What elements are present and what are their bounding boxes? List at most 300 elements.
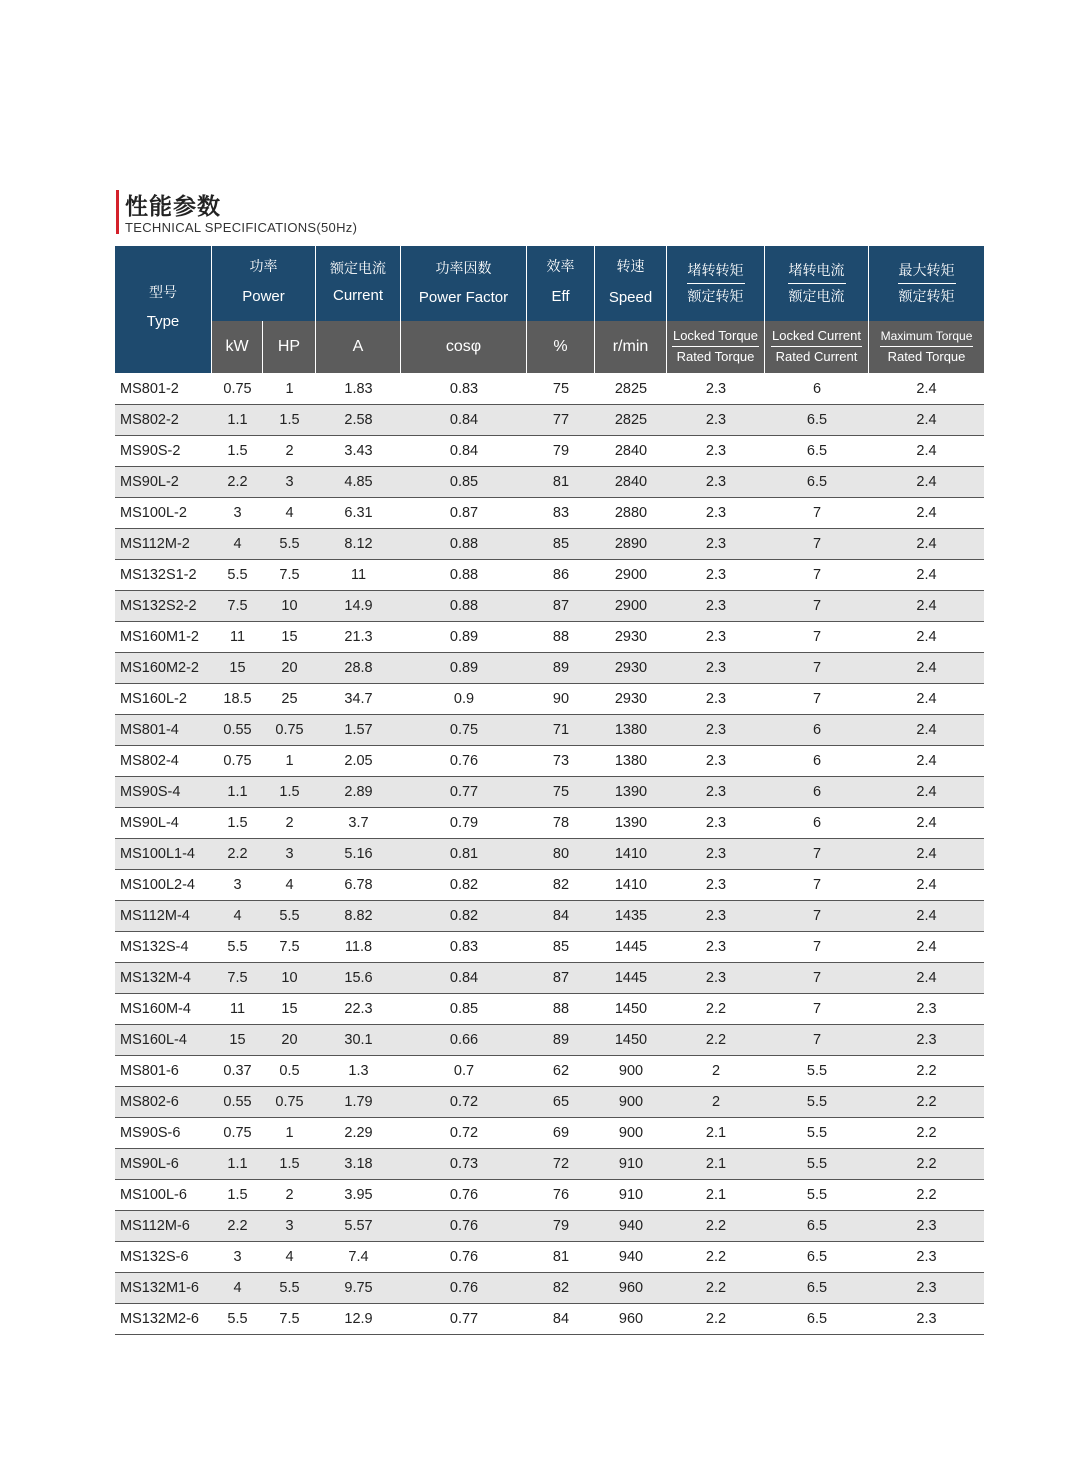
cell-max-torque-ratio: 2.4 xyxy=(869,963,984,994)
cell-speed: 1410 xyxy=(595,870,667,901)
cell-locked-torque-ratio: 2.3 xyxy=(667,653,765,684)
table-row xyxy=(115,560,984,591)
cell-power-factor: 0.84 xyxy=(401,963,527,994)
cell-current: 1.57 xyxy=(316,715,401,746)
cell-max-torque-ratio: 2.4 xyxy=(869,653,984,684)
cell-speed: 2900 xyxy=(595,591,667,622)
cell-power-kw: 7.5 xyxy=(212,591,263,622)
cell-eff: 81 xyxy=(527,467,595,498)
cell-locked-current-ratio: 7 xyxy=(765,1025,869,1056)
cell-model: MS132S-4 xyxy=(115,932,212,963)
cell-power-hp: 15 xyxy=(263,994,316,1025)
table-row xyxy=(115,529,984,560)
unit-hp: HP xyxy=(263,321,316,373)
cell-speed: 1380 xyxy=(595,746,667,777)
table-row xyxy=(115,1273,984,1304)
cell-locked-current-ratio: 5.5 xyxy=(765,1149,869,1180)
cell-locked-torque-ratio: 2.3 xyxy=(667,901,765,932)
cell-current: 11 xyxy=(316,560,401,591)
cell-eff: 89 xyxy=(527,1025,595,1056)
cell-locked-current-ratio: 6 xyxy=(765,715,869,746)
cell-locked-torque-ratio: 2.3 xyxy=(667,839,765,870)
table-header xyxy=(115,246,984,373)
cell-model: MS802-4 xyxy=(115,746,212,777)
cell-max-torque-ratio: 2.4 xyxy=(869,808,984,839)
cell-locked-current-ratio: 6 xyxy=(765,808,869,839)
cell-model: MS132M-4 xyxy=(115,963,212,994)
cell-locked-current-ratio: 5.5 xyxy=(765,1118,869,1149)
cell-max-torque-ratio: 2.4 xyxy=(869,529,984,560)
cell-model: MS90L-6 xyxy=(115,1149,212,1180)
cell-locked-torque-ratio: 2 xyxy=(667,1056,765,1087)
cell-speed: 2840 xyxy=(595,467,667,498)
cell-locked-current-ratio: 7 xyxy=(765,529,869,560)
cell-power-factor: 0.89 xyxy=(401,622,527,653)
header-type-en: Type xyxy=(146,313,180,330)
cell-eff: 89 xyxy=(527,653,595,684)
cell-speed: 1410 xyxy=(595,839,667,870)
cell-max-torque-ratio: 2.4 xyxy=(869,560,984,591)
cell-power-factor: 0.77 xyxy=(401,777,527,808)
cell-locked-current-ratio: 7 xyxy=(765,622,869,653)
cell-current: 34.7 xyxy=(316,684,401,715)
table-row xyxy=(115,374,984,405)
cell-eff: 82 xyxy=(527,1273,595,1304)
header-type xyxy=(115,246,212,373)
cell-power-factor: 0.83 xyxy=(401,932,527,963)
cell-locked-torque-ratio: 2.3 xyxy=(667,374,765,405)
cell-max-torque-ratio: 2.4 xyxy=(869,932,984,963)
cell-eff: 69 xyxy=(527,1118,595,1149)
cell-model: MS90L-4 xyxy=(115,808,212,839)
cell-locked-current-ratio: 6.5 xyxy=(765,1304,869,1335)
table-row xyxy=(115,1180,984,1211)
cell-power-factor: 0.76 xyxy=(401,1211,527,1242)
cell-eff: 71 xyxy=(527,715,595,746)
cell-locked-current-ratio: 6.5 xyxy=(765,1273,869,1304)
cell-eff: 84 xyxy=(527,1304,595,1335)
cell-speed: 910 xyxy=(595,1180,667,1211)
header-speed-en: Speed xyxy=(608,289,653,306)
cell-power-factor: 0.77 xyxy=(401,1304,527,1335)
cell-current: 28.8 xyxy=(316,653,401,684)
cell-power-factor: 0.81 xyxy=(401,839,527,870)
cell-power-factor: 0.83 xyxy=(401,374,527,405)
cell-locked-current-ratio: 7 xyxy=(765,560,869,591)
header-mt-cn-top: 最大转矩 xyxy=(898,262,956,284)
cell-locked-torque-ratio: 2.1 xyxy=(667,1118,765,1149)
cell-locked-torque-ratio: 2.2 xyxy=(667,1242,765,1273)
header-lt-cn-top: 堵转转矩 xyxy=(687,262,745,284)
cell-max-torque-ratio: 2.3 xyxy=(869,1304,984,1335)
cell-model: MS112M-4 xyxy=(115,901,212,932)
cell-model: MS112M-6 xyxy=(115,1211,212,1242)
cell-max-torque-ratio: 2.3 xyxy=(869,1211,984,1242)
cell-model: MS132S1-2 xyxy=(115,560,212,591)
cell-power-kw: 1.1 xyxy=(212,405,263,436)
cell-power-kw: 3 xyxy=(212,498,263,529)
cell-model: MS160M2-2 xyxy=(115,653,212,684)
cell-eff: 78 xyxy=(527,808,595,839)
cell-locked-torque-ratio: 2.3 xyxy=(667,498,765,529)
cell-power-hp: 7.5 xyxy=(263,932,316,963)
cell-locked-torque-ratio: 2.2 xyxy=(667,1025,765,1056)
header-pf-en: Power Factor xyxy=(418,289,509,306)
cell-speed: 2890 xyxy=(595,529,667,560)
cell-locked-torque-ratio: 2.3 xyxy=(667,870,765,901)
cell-power-hp: 3 xyxy=(263,467,316,498)
cell-locked-current-ratio: 7 xyxy=(765,684,869,715)
cell-power-kw: 0.75 xyxy=(212,374,263,405)
cell-eff: 80 xyxy=(527,839,595,870)
cell-current: 9.75 xyxy=(316,1273,401,1304)
cell-power-factor: 0.79 xyxy=(401,808,527,839)
cell-speed: 1390 xyxy=(595,808,667,839)
header-power xyxy=(212,246,316,321)
cell-model: MS132M2-6 xyxy=(115,1304,212,1335)
cell-power-hp: 10 xyxy=(263,591,316,622)
header-lc-cn-top: 堵转电流 xyxy=(788,262,846,284)
header-pf-cn: 功率因数 xyxy=(435,261,492,277)
cell-speed: 960 xyxy=(595,1304,667,1335)
cell-locked-current-ratio: 7 xyxy=(765,870,869,901)
cell-max-torque-ratio: 2.4 xyxy=(869,684,984,715)
table-row xyxy=(115,653,984,684)
cell-current: 1.3 xyxy=(316,1056,401,1087)
cell-eff: 84 xyxy=(527,901,595,932)
cell-speed: 1450 xyxy=(595,994,667,1025)
cell-power-kw: 0.75 xyxy=(212,746,263,777)
cell-power-kw: 0.37 xyxy=(212,1056,263,1087)
cell-speed: 2825 xyxy=(595,405,667,436)
table-row xyxy=(115,436,984,467)
cell-power-factor: 0.72 xyxy=(401,1087,527,1118)
cell-power-kw: 11 xyxy=(212,622,263,653)
header-eff-cn: 效率 xyxy=(546,259,575,275)
cell-locked-torque-ratio: 2.3 xyxy=(667,746,765,777)
table-row xyxy=(115,498,984,529)
cell-power-kw: 5.5 xyxy=(212,1304,263,1335)
cell-max-torque-ratio: 2.4 xyxy=(869,374,984,405)
cell-locked-torque-ratio: 2.2 xyxy=(667,1304,765,1335)
cell-power-factor: 0.88 xyxy=(401,560,527,591)
table-row xyxy=(115,1211,984,1242)
table-row xyxy=(115,622,984,653)
cell-speed: 900 xyxy=(595,1118,667,1149)
cell-power-factor: 0.88 xyxy=(401,591,527,622)
header-current-en: Current xyxy=(332,287,384,304)
cell-max-torque-ratio: 2.3 xyxy=(869,1273,984,1304)
cell-power-factor: 0.85 xyxy=(401,467,527,498)
cell-max-torque-ratio: 2.2 xyxy=(869,1056,984,1087)
accent-bar xyxy=(116,190,119,234)
cell-locked-torque-ratio: 2.2 xyxy=(667,1211,765,1242)
cell-eff: 73 xyxy=(527,746,595,777)
cell-eff: 85 xyxy=(527,932,595,963)
cell-power-kw: 15 xyxy=(212,653,263,684)
cell-eff: 82 xyxy=(527,870,595,901)
cell-locked-current-ratio: 6.5 xyxy=(765,1242,869,1273)
cell-eff: 83 xyxy=(527,498,595,529)
cell-power-factor: 0.84 xyxy=(401,405,527,436)
cell-locked-torque-ratio: 2.3 xyxy=(667,591,765,622)
cell-speed: 1380 xyxy=(595,715,667,746)
cell-eff: 75 xyxy=(527,777,595,808)
header-lc-cn-bottom: 额定电流 xyxy=(788,289,845,305)
cell-model: MS90S-6 xyxy=(115,1118,212,1149)
cell-power-hp: 1.5 xyxy=(263,1149,316,1180)
cell-locked-torque-ratio: 2.1 xyxy=(667,1149,765,1180)
cell-power-kw: 2.2 xyxy=(212,467,263,498)
cell-current: 21.3 xyxy=(316,622,401,653)
cell-power-hp: 1 xyxy=(263,374,316,405)
table-row xyxy=(115,1025,984,1056)
header-power-factor xyxy=(401,246,527,321)
cell-power-hp: 0.75 xyxy=(263,715,316,746)
cell-current: 1.79 xyxy=(316,1087,401,1118)
cell-speed: 1445 xyxy=(595,932,667,963)
cell-speed: 940 xyxy=(595,1242,667,1273)
cell-power-hp: 3 xyxy=(263,1211,316,1242)
cell-eff: 88 xyxy=(527,622,595,653)
cell-locked-torque-ratio: 2.3 xyxy=(667,529,765,560)
cell-eff: 81 xyxy=(527,1242,595,1273)
cell-power-kw: 15 xyxy=(212,1025,263,1056)
cell-eff: 75 xyxy=(527,374,595,405)
cell-model: MS801-6 xyxy=(115,1056,212,1087)
cell-power-hp: 7.5 xyxy=(263,560,316,591)
cell-power-kw: 7.5 xyxy=(212,963,263,994)
cell-power-hp: 20 xyxy=(263,653,316,684)
header-locked-current xyxy=(765,246,869,321)
cell-speed: 960 xyxy=(595,1273,667,1304)
cell-model: MS160M-4 xyxy=(115,994,212,1025)
table-row xyxy=(115,1118,984,1149)
cell-max-torque-ratio: 2.2 xyxy=(869,1118,984,1149)
cell-power-kw: 1.5 xyxy=(212,1180,263,1211)
cell-model: MS801-4 xyxy=(115,715,212,746)
cell-model: MS802-6 xyxy=(115,1087,212,1118)
cell-power-hp: 15 xyxy=(263,622,316,653)
cell-eff: 90 xyxy=(527,684,595,715)
cell-power-hp: 20 xyxy=(263,1025,316,1056)
cell-power-hp: 2 xyxy=(263,436,316,467)
cell-power-hp: 4 xyxy=(263,498,316,529)
table-row xyxy=(115,746,984,777)
cell-max-torque-ratio: 2.4 xyxy=(869,839,984,870)
cell-eff: 62 xyxy=(527,1056,595,1087)
cell-power-kw: 4 xyxy=(212,529,263,560)
cell-max-torque-ratio: 2.3 xyxy=(869,1025,984,1056)
cell-power-hp: 1.5 xyxy=(263,405,316,436)
cell-power-factor: 0.76 xyxy=(401,746,527,777)
cell-locked-torque-ratio: 2.3 xyxy=(667,622,765,653)
cell-max-torque-ratio: 2.3 xyxy=(869,994,984,1025)
table-row xyxy=(115,994,984,1025)
header-power-en: Power xyxy=(242,288,285,305)
cell-current: 6.78 xyxy=(316,870,401,901)
cell-eff: 76 xyxy=(527,1180,595,1211)
cell-max-torque-ratio: 2.4 xyxy=(869,436,984,467)
cell-speed: 900 xyxy=(595,1056,667,1087)
cell-power-hp: 7.5 xyxy=(263,1304,316,1335)
cell-speed: 2900 xyxy=(595,560,667,591)
table-row xyxy=(115,684,984,715)
cell-eff: 77 xyxy=(527,405,595,436)
lt-en-bottom: Rated Torque xyxy=(676,349,755,364)
cell-model: MS100L2-4 xyxy=(115,870,212,901)
cell-eff: 87 xyxy=(527,591,595,622)
lt-en-top: Locked Torque xyxy=(672,328,759,347)
cell-speed: 900 xyxy=(595,1087,667,1118)
cell-power-kw: 3 xyxy=(212,1242,263,1273)
cell-locked-torque-ratio: 2 xyxy=(667,1087,765,1118)
cell-max-torque-ratio: 2.2 xyxy=(869,1087,984,1118)
cell-power-hp: 2 xyxy=(263,808,316,839)
unit-locked-torque xyxy=(667,321,765,373)
cell-locked-current-ratio: 7 xyxy=(765,591,869,622)
cell-locked-current-ratio: 6.5 xyxy=(765,1211,869,1242)
header-current-cn: 额定电流 xyxy=(330,261,386,277)
cell-power-kw: 2.2 xyxy=(212,839,263,870)
cell-locked-current-ratio: 5.5 xyxy=(765,1087,869,1118)
cell-current: 2.89 xyxy=(316,777,401,808)
cell-power-kw: 0.55 xyxy=(212,1087,263,1118)
cell-current: 6.31 xyxy=(316,498,401,529)
cell-eff: 86 xyxy=(527,560,595,591)
cell-current: 3.43 xyxy=(316,436,401,467)
cell-power-factor: 0.82 xyxy=(401,901,527,932)
cell-locked-current-ratio: 6 xyxy=(765,777,869,808)
cell-locked-torque-ratio: 2.3 xyxy=(667,560,765,591)
cell-power-kw: 4 xyxy=(212,901,263,932)
cell-power-factor: 0.82 xyxy=(401,870,527,901)
cell-locked-torque-ratio: 2.3 xyxy=(667,467,765,498)
cell-speed: 1390 xyxy=(595,777,667,808)
cell-current: 8.82 xyxy=(316,901,401,932)
cell-model: MS90L-2 xyxy=(115,467,212,498)
cell-speed: 910 xyxy=(595,1149,667,1180)
cell-power-factor: 0.88 xyxy=(401,529,527,560)
cell-power-kw: 0.55 xyxy=(212,715,263,746)
cell-current: 1.83 xyxy=(316,374,401,405)
cell-model: MS801-2 xyxy=(115,374,212,405)
cell-max-torque-ratio: 2.4 xyxy=(869,777,984,808)
cell-current: 22.3 xyxy=(316,994,401,1025)
cell-max-torque-ratio: 2.4 xyxy=(869,622,984,653)
cell-power-kw: 3 xyxy=(212,870,263,901)
cell-max-torque-ratio: 2.2 xyxy=(869,1180,984,1211)
cell-max-torque-ratio: 2.4 xyxy=(869,870,984,901)
cell-max-torque-ratio: 2.4 xyxy=(869,405,984,436)
cell-power-hp: 1 xyxy=(263,746,316,777)
cell-locked-current-ratio: 7 xyxy=(765,932,869,963)
unit-cos: cosφ xyxy=(401,321,527,373)
table-row xyxy=(115,808,984,839)
cell-power-kw: 11 xyxy=(212,994,263,1025)
table-row xyxy=(115,1087,984,1118)
cell-power-factor: 0.66 xyxy=(401,1025,527,1056)
cell-locked-current-ratio: 6.5 xyxy=(765,467,869,498)
table-row xyxy=(115,932,984,963)
cell-power-kw: 0.75 xyxy=(212,1118,263,1149)
cell-power-factor: 0.76 xyxy=(401,1242,527,1273)
unit-kw: kW xyxy=(212,321,263,373)
cell-model: MS160M1-2 xyxy=(115,622,212,653)
cell-speed: 1450 xyxy=(595,1025,667,1056)
cell-locked-torque-ratio: 2.3 xyxy=(667,808,765,839)
cell-power-hp: 0.75 xyxy=(263,1087,316,1118)
table-row xyxy=(115,1056,984,1087)
cell-power-kw: 5.5 xyxy=(212,932,263,963)
cell-power-factor: 0.84 xyxy=(401,436,527,467)
header-type-cn: 型号 xyxy=(149,285,177,301)
specs-table xyxy=(115,374,984,1335)
cell-locked-current-ratio: 5.5 xyxy=(765,1056,869,1087)
cell-model: MS160L-4 xyxy=(115,1025,212,1056)
cell-power-kw: 1.1 xyxy=(212,777,263,808)
cell-power-kw: 5.5 xyxy=(212,560,263,591)
unit-rpm: r/min xyxy=(595,321,667,373)
cell-speed: 2840 xyxy=(595,436,667,467)
cell-power-hp: 0.5 xyxy=(263,1056,316,1087)
table-row xyxy=(115,591,984,622)
table-row xyxy=(115,963,984,994)
cell-power-hp: 25 xyxy=(263,684,316,715)
cell-power-factor: 0.85 xyxy=(401,994,527,1025)
header-max-torque xyxy=(869,246,984,321)
cell-eff: 79 xyxy=(527,436,595,467)
cell-locked-current-ratio: 7 xyxy=(765,653,869,684)
cell-power-factor: 0.72 xyxy=(401,1118,527,1149)
cell-current: 11.8 xyxy=(316,932,401,963)
cell-locked-torque-ratio: 2.3 xyxy=(667,684,765,715)
cell-locked-current-ratio: 7 xyxy=(765,901,869,932)
cell-current: 8.12 xyxy=(316,529,401,560)
cell-power-factor: 0.76 xyxy=(401,1180,527,1211)
cell-current: 3.95 xyxy=(316,1180,401,1211)
specs-table-body xyxy=(115,374,984,1335)
cell-eff: 88 xyxy=(527,994,595,1025)
header-current xyxy=(316,246,401,321)
header-eff xyxy=(527,246,595,321)
cell-locked-torque-ratio: 2.3 xyxy=(667,436,765,467)
cell-current: 2.29 xyxy=(316,1118,401,1149)
cell-locked-torque-ratio: 2.3 xyxy=(667,777,765,808)
cell-power-factor: 0.89 xyxy=(401,653,527,684)
header-lt-cn-bottom: 额定转矩 xyxy=(687,289,744,305)
cell-model: MS100L-6 xyxy=(115,1180,212,1211)
cell-locked-current-ratio: 6.5 xyxy=(765,405,869,436)
cell-locked-current-ratio: 6 xyxy=(765,746,869,777)
cell-current: 12.9 xyxy=(316,1304,401,1335)
cell-max-torque-ratio: 2.4 xyxy=(869,746,984,777)
cell-locked-torque-ratio: 2.3 xyxy=(667,715,765,746)
cell-eff: 85 xyxy=(527,529,595,560)
cell-speed: 2880 xyxy=(595,498,667,529)
cell-locked-torque-ratio: 2.2 xyxy=(667,994,765,1025)
cell-power-hp: 5.5 xyxy=(263,1273,316,1304)
cell-max-torque-ratio: 2.4 xyxy=(869,467,984,498)
table-row xyxy=(115,405,984,436)
cell-current: 5.57 xyxy=(316,1211,401,1242)
cell-model: MS100L1-4 xyxy=(115,839,212,870)
cell-speed: 2930 xyxy=(595,653,667,684)
table-row xyxy=(115,1304,984,1335)
cell-locked-current-ratio: 7 xyxy=(765,839,869,870)
cell-model: MS802-2 xyxy=(115,405,212,436)
cell-current: 2.58 xyxy=(316,405,401,436)
